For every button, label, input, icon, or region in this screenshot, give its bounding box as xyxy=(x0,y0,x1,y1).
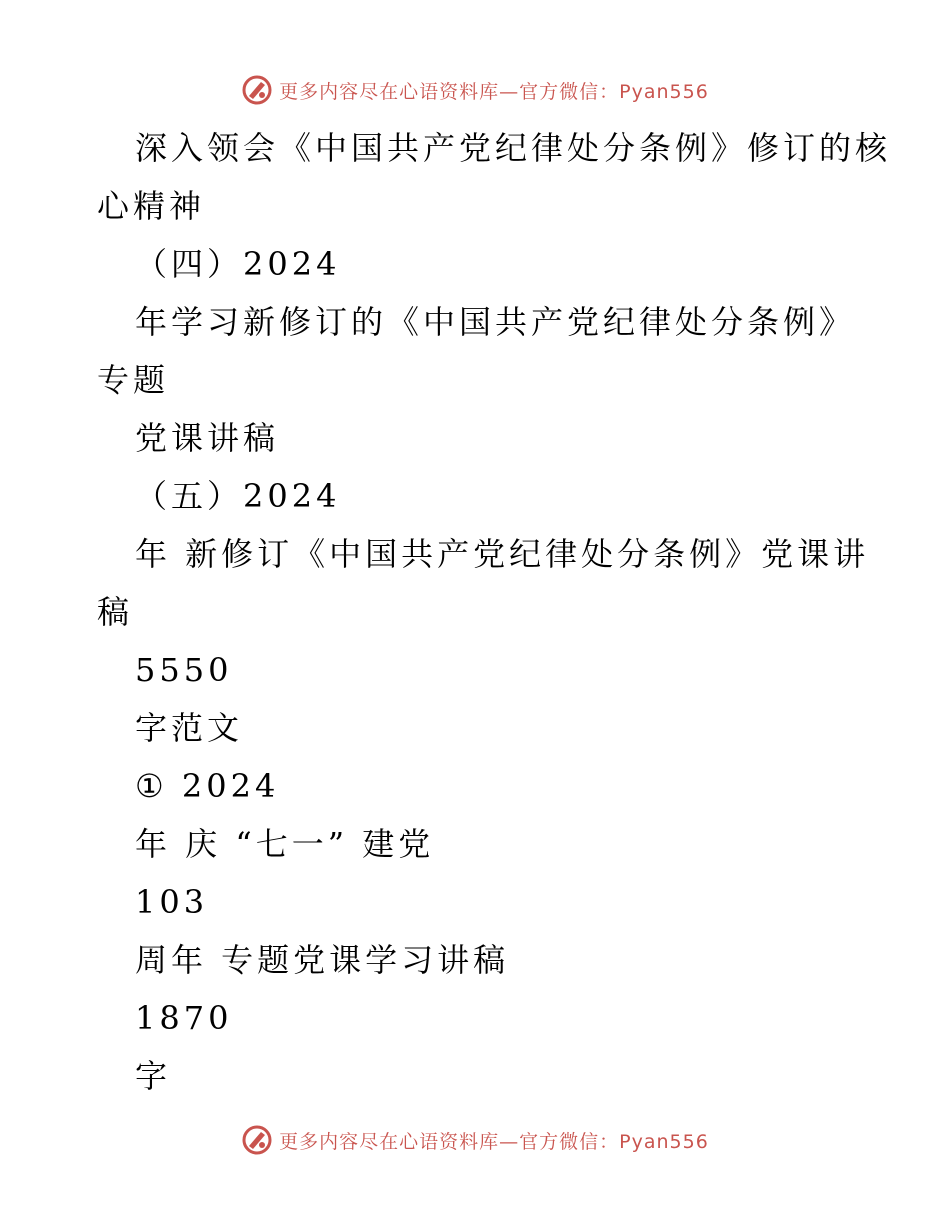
text-line: 专题 xyxy=(97,361,170,399)
text-line: 字 xyxy=(135,1057,172,1095)
text-line: ① 2024 xyxy=(135,767,280,805)
seal-logo-icon xyxy=(241,74,273,106)
text-line: 1870 xyxy=(135,999,233,1037)
text-line: 年学习新修订的《中国共产党纪律处分条例》 xyxy=(135,303,856,341)
footer-banner xyxy=(0,1120,950,1160)
text-line: 103 xyxy=(135,883,209,921)
text-line: 深入领会《中国共产党纪律处分条例》修订的核 xyxy=(135,129,892,167)
text-line: 稿 xyxy=(97,593,134,631)
text-line: 党课讲稿 xyxy=(135,419,280,457)
text-line: 周年 专题党课学习讲稿 xyxy=(135,941,510,979)
banner-text: 更多内容尽在心语资料库—官方微信：Pyan556 xyxy=(279,1130,709,1153)
text-line: 年 新修订《中国共产党纪律处分条例》党课讲 xyxy=(135,535,870,573)
header-banner xyxy=(0,70,950,110)
seal-logo-icon xyxy=(241,1124,273,1156)
text-line: 年 庆 “七一” 建党 xyxy=(135,825,435,863)
text-line: 心精神 xyxy=(97,187,206,225)
banner-text: 更多内容尽在心语资料库—官方微信：Pyan556 xyxy=(279,80,709,103)
text-line: （四）2024 xyxy=(135,245,341,283)
text-line: 字范文 xyxy=(135,709,244,747)
text-line: 5550 xyxy=(135,651,233,689)
text-line: （五）2024 xyxy=(135,477,341,515)
